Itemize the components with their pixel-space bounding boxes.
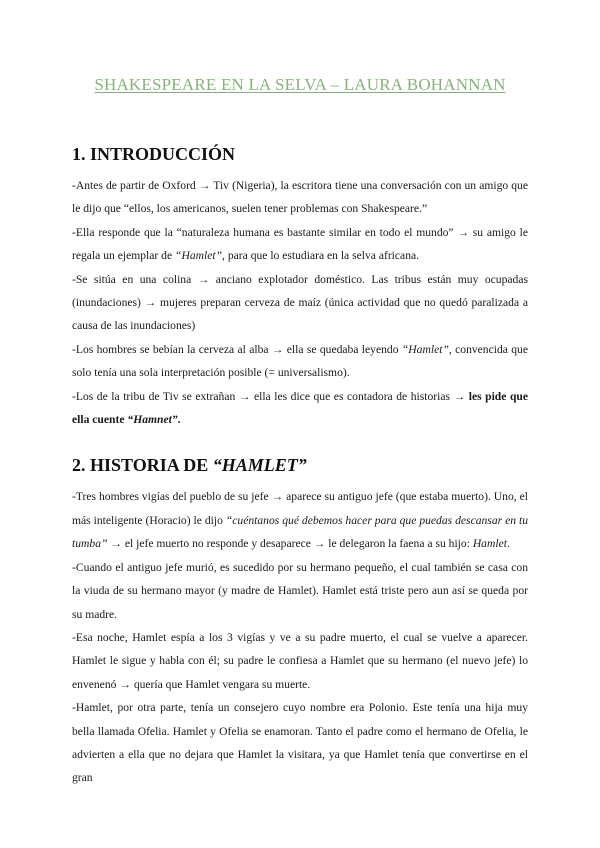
text-run: -Ella responde que la “naturaleza humana es bastante similar en todo el mundo” → su amigo le regala un ejemplar de <box>72 225 528 263</box>
text-run: -Los de la tribu de Tiv se extrañan → ella les dice que es contadora de historias → <box>72 389 469 403</box>
paragraph <box>72 556 528 626</box>
text-run: -Esa noche, Hamlet espía a los 3 vigías y ve a su padre muerto, el cual se vuelve a aparecer. Hamlet le sigue y habla con él; su padre le confiesa a Hamlet que su hermano (el nuevo jefe) lo envenenó → quería que Hamlet vengara su muerte. <box>72 630 528 691</box>
document-title: SHAKESPEARE EN LA SELVA – LAURA BOHANNAN <box>94 75 506 94</box>
text-run: -Cuando el antiguo jefe murió, es sucedido por su hermano pequeño, el cual también se casa con la viuda de su hermano mayor (y madre de Hamlet). Hamlet está triste pero aun así se queda por su madre. <box>72 560 528 621</box>
text-run: “Hamlet” <box>175 249 223 263</box>
paragraph <box>72 385 528 432</box>
heading-text: 2. HISTORIA DE <box>72 455 213 476</box>
text-run: -Tres hombres vigías del pueblo de su jefe → aparece su antiguo jefe (que estaba muerto). Uno, el más inteligente (Horacio) le dijo <box>72 490 528 527</box>
paragraph <box>72 626 528 696</box>
paragraph <box>72 696 528 790</box>
text-run: “Hamnet” <box>127 413 178 427</box>
paragraph <box>72 338 528 385</box>
text-run: Hamlet <box>472 537 507 551</box>
text-run: -Antes de partir de Oxford → Tiv (Nigeria), la escritora tiene una conversación con un amigo que le dijo que “ellos, los americanos, suelen tener problemas con Shakespeare.” <box>72 179 528 216</box>
text-run: . <box>506 537 510 551</box>
text-run: -Se sitúa en una colina → anciano explotador doméstico. Las tribus están muy ocupadas (inundaciones) → mujeres preparan cerveza de maíz (única actividad que no quedó paralizada a causa de las inundaciones) <box>72 272 528 333</box>
heading-italic-text: “HAMLET” <box>212 455 307 476</box>
text-run: -Hamlet, por otra parte, tenía un consejero cuyo nombre era Polonio. Este tenía una hija muy bella llamada Ofelia. Hamlet y Ofelia se enamoran. Tanto el padre como el hermano de Ofelia, le advierten a ella que no dejara que Hamlet la visitara, ya que Hamlet tenía que convertirse en el gran <box>72 701 528 785</box>
section-heading-historia <box>72 453 528 477</box>
text-run: “cuéntanos qué debemos hacer para que puedas descansar en tu tumba” <box>72 513 528 551</box>
paragraph <box>72 485 528 555</box>
paragraph <box>72 268 528 338</box>
text-run: . <box>177 413 181 427</box>
text-run: -Los hombres se bebían la cerveza al alba → ella se quedaba leyendo <box>72 342 402 356</box>
section-body-introduccion <box>72 174 528 431</box>
text-run: , para que lo estudiara en la selva africana. <box>222 249 420 263</box>
text-run: les pide que ella cuente <box>72 389 528 427</box>
paragraph <box>72 174 528 221</box>
text-run: , convencida que solo tenía una sola interpretación posible (= universalismo). <box>72 342 528 380</box>
text-run: → el jefe muerto no responde y desaparece → le delegaron la faena a su hijo: <box>107 537 473 551</box>
paragraph <box>72 221 528 268</box>
section-body-historia <box>72 485 528 789</box>
text-run: “Hamlet” <box>401 342 449 356</box>
section-heading-introduccion: 1. INTRODUCCIÓN <box>72 144 236 164</box>
